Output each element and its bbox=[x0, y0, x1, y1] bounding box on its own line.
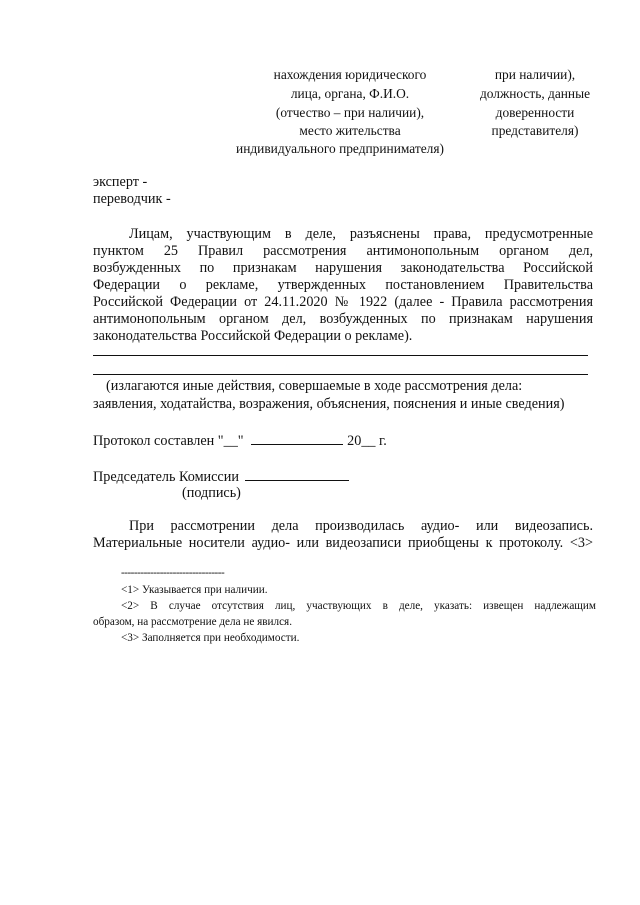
header-right-line: должность, данные bbox=[479, 86, 591, 101]
role-translator: переводчик - bbox=[93, 191, 171, 207]
signature-caption: (подпись) bbox=[182, 485, 241, 501]
protocol-year-blank: __ bbox=[361, 433, 376, 449]
footnote-2-line1: <2> В случае отсутствия лиц, участвующих в деле, указать: извещен надлежащим bbox=[121, 600, 596, 612]
header-left-line: место жительства bbox=[299, 123, 401, 138]
protocol-date-prefix: Протокол составлен " bbox=[93, 433, 224, 449]
footnote-2-line2: образом, на рассмотрение дела не явился. bbox=[93, 616, 292, 628]
chairman-label: Председатель Комиссии bbox=[93, 469, 239, 485]
protocol-date-suffix: г. bbox=[375, 433, 387, 449]
paragraph-line: При рассмотрении дела производилась аудио- или видеозапись. bbox=[129, 518, 593, 534]
paragraph-line: Лицам, участвующим в деле, разъяснены права, предусмотренные bbox=[129, 226, 593, 242]
header-left-line: нахождения юридического bbox=[273, 67, 427, 82]
recording-paragraph bbox=[93, 518, 593, 552]
footnote-1: <1> Указывается при наличии. bbox=[121, 584, 268, 596]
header-left-line: (отчество – при наличии), bbox=[275, 105, 425, 120]
paragraph-line: Российской Федерации от 24.11.2020 № 1922 (далее - Правила рассмотрения bbox=[93, 294, 593, 310]
role-expert: эксперт - bbox=[93, 174, 148, 190]
paragraph-line: Материальные носители аудио- или видеозаписи приобщены к протоколу. <3> bbox=[93, 535, 593, 551]
protocol-date bbox=[93, 432, 387, 450]
footnote-3: <3> Заполняется при необходимости. bbox=[121, 632, 300, 644]
footnote-separator: -------------------------------- bbox=[121, 567, 225, 579]
blank-line bbox=[93, 374, 588, 375]
header-left-line: индивидуального предпринимателя) bbox=[236, 141, 444, 156]
paragraph-line: возбужденных по признакам нарушения законодательства Российской bbox=[93, 260, 593, 276]
protocol-month-blank bbox=[251, 432, 343, 445]
protocol-year-prefix: 20 bbox=[347, 433, 362, 449]
blank-line bbox=[93, 355, 588, 356]
paragraph-line: пунктом 25 Правил рассмотрения антимонопольным органом дел, bbox=[93, 243, 593, 259]
protocol-quote-close: " bbox=[237, 433, 244, 449]
rights-paragraph bbox=[93, 226, 593, 345]
protocol-day-blank: __ bbox=[223, 433, 238, 449]
header-left-line: лица, органа, Ф.И.О. bbox=[290, 86, 410, 101]
header-right-line: представителя) bbox=[491, 123, 579, 138]
paragraph-line: антимонопольным органом дел, возбужденных по признакам нарушения bbox=[93, 311, 593, 327]
paragraph-line: законодательства Российской Федерации о рекламе). bbox=[93, 328, 413, 344]
chairman-line bbox=[93, 468, 349, 486]
other-actions-note-line2: заявления, ходатайства, возражения, объяснения, пояснения и иные сведения) bbox=[93, 396, 565, 412]
header-right-line: доверенности bbox=[495, 105, 575, 120]
signature-blank bbox=[245, 468, 349, 481]
other-actions-note-line1: (излагаются иные действия, совершаемые в ходе рассмотрения дела: bbox=[106, 378, 523, 394]
paragraph-line: Федерации о рекламе, утвержденных постановлением Правительства bbox=[93, 277, 593, 293]
header-right-line: при наличии), bbox=[494, 67, 576, 82]
